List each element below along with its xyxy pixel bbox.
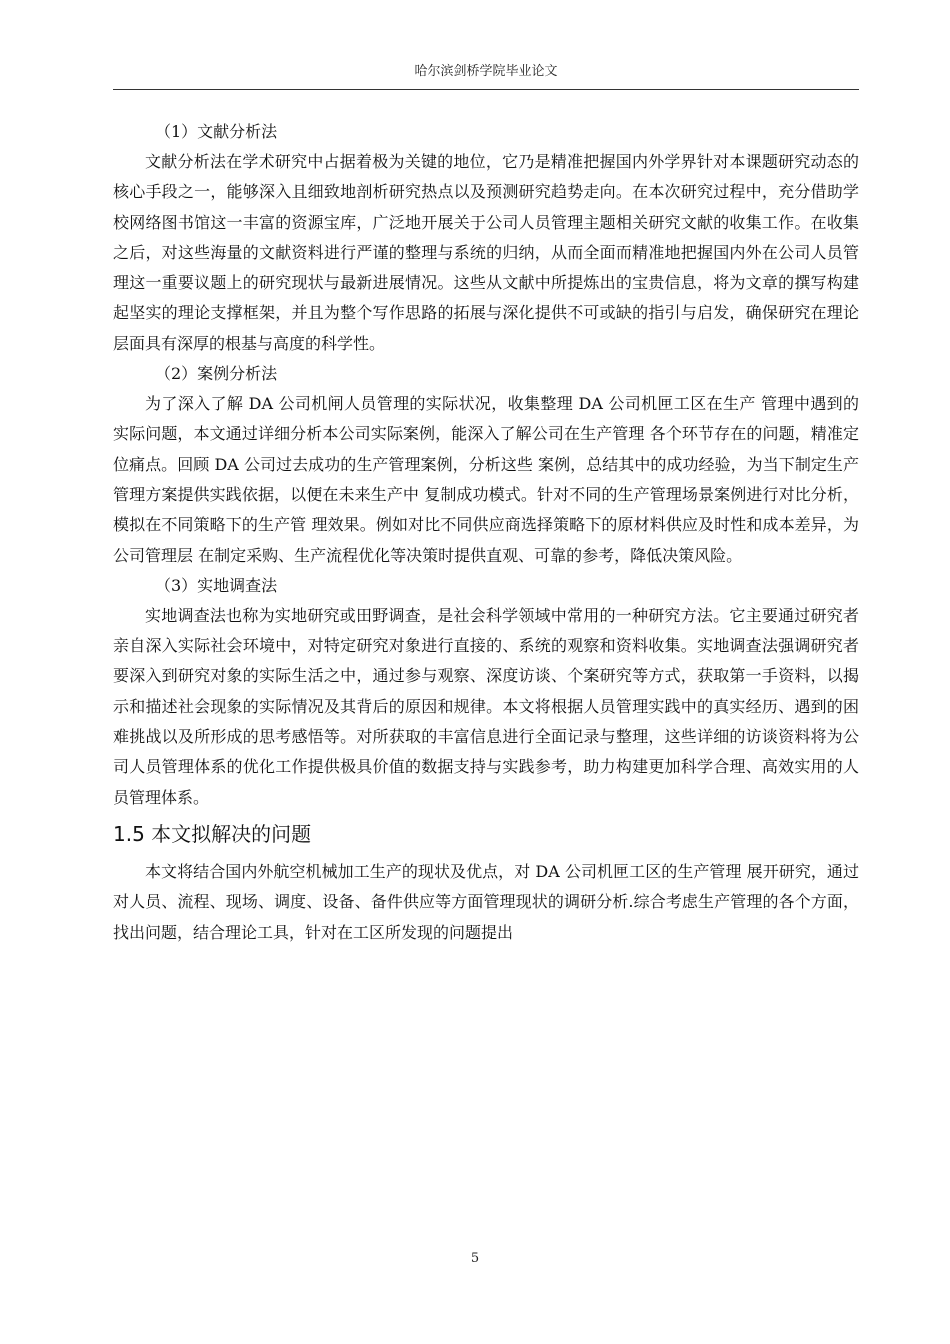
paragraph-problems-to-solve: 本文将结合国内外航空机械加工生产的现状及优点，对 DA 公司机匣工区的生产管理 展开研究，通过对人员、流程、现场、调度、设备、备件供应等方面管理现状的调研分析.综合考虑生产管理的各个方面，找出问题，结合理论工具，针对在工区所发现的问题提出	[113, 861, 859, 942]
paragraph-case-analysis: 为了深入了解 DA 公司机闸人员管理的实际状况，收集整理 DA 公司机匣工区在生产 管理中遇到的实际问题，本文通过详细分析本公司实际案例，能深入了解公司在生产管理 各个环节存在的问题，精准定位痛点。回顾 DA 公司过去成功的生产管理案例，分析这些 案例，总结其中的成功经验，为当下制定生产管理方案提供实践依据，以便在未来生产中 复制成功模式。针对不同的生产管理场景案例进行对比分析，模拟在不同策略下的生产管 理效果。例如对比不同供应商选择策略下的原材料供应及时性和成本差异，为公司管理层 在制定采购、生产流程优化等决策时提供直观、可靠的参考，降低决策风险。	[113, 394, 859, 565]
section-heading-1-5: 1.5 本文拟解决的问题	[113, 821, 312, 846]
page-header	[113, 62, 859, 90]
header-title: 哈尔滨剑桥学院毕业论文	[414, 64, 558, 79]
subheading-case-analysis: （2）案例分析法	[155, 364, 278, 384]
subheading-literature-analysis: （1）文献分析法	[155, 122, 278, 141]
paragraph-field-survey: 实地调查法也称为实地研究或田野调查，是社会科学领域中常用的一种研究方法。它主要通过研究者亲自深入实际社会环境中，对特定研究对象进行直接的、系统的观察和资料收集。实地调查法强调研究者要深入到研究对象的实际生活之中，通过参与观察、深度访谈、个案研究等方式，获取第一手资料，以揭示和描述社会现象的实际情况及其背后的原因和规律。本文将根据人员管理实践中的真实经历、遇到的困难挑战以及所形成的思考感悟等。对所获取的丰富信息进行全面记录与整理，这些详细的访谈资料将为公司人员管理体系的优化工作提供极具价值的数据支持与实践参考，助力构建更加科学合理、高效实用的人员管理体系。	[113, 605, 859, 807]
document-body	[113, 117, 859, 948]
paragraph-literature-analysis: 文献分析法在学术研究中占据着极为关键的地位，它乃是精准把握国内外学界针对本课题研究动态的核心手段之一，能够深入且细致地剖析研究热点以及预测研究趋势走向。在本次研究过程中，充分借助学校网络图书馆这一丰富的资源宝库，广泛地开展关于公司人员管理主题相关研究文献的收集工作。在收集之后，对这些海量的文献资料进行严谨的整理与系统的归纳，从而全面而精准地把握国内外在公司人员管理这一重要议题上的研究现状与最新进展情况。这些从文献中所提炼出的宝贵信息，将为文章的撰写构建起坚实的理论支撑框架，并且为整个写作思路的拓展与深化提供不可或缺的指引与启发，确保研究在理论层面具有深厚的根基与高度的科学性。	[113, 152, 859, 353]
page-number: 5	[470, 1251, 480, 1266]
subheading-field-survey: （3）实地调查法	[155, 575, 278, 595]
